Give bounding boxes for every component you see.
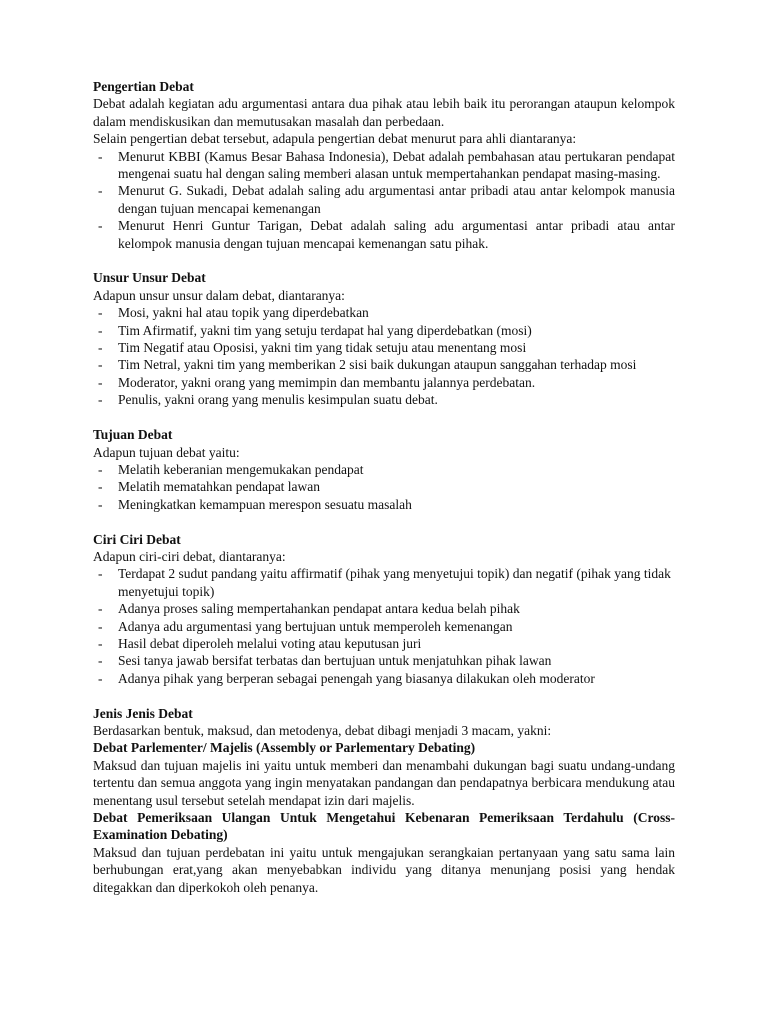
- heading-pengertian: Pengertian Debat: [93, 79, 194, 94]
- list-item-text: Hasil debat diperoleh melalui voting atau keputusan juri: [118, 635, 422, 651]
- list-item: [93, 600, 675, 617]
- list-item-text: Tim Afirmatif, yakni tim yang setuju terdapat hal yang diperdebatkan (mosi): [118, 322, 532, 338]
- list-item-text: Melatih mematahkan pendapat lawan: [118, 479, 321, 495]
- paragraph-unsur-intro: Adapun unsur unsur dalam debat, diantaranya:: [93, 287, 345, 303]
- list-unsur: [93, 304, 675, 408]
- list-item: [93, 652, 675, 669]
- paragraph-parlementer: Maksud dan tujuan majelis ini yaitu untuk memberi dan menambahi dukungan bagi suatu undang-undang tertentu dan semua anggota yang ingin menyatakan pandangan dan pendapatnya berbicara mendukung atau menentang usul tersebut setelah mendapat izin dari majelis.: [93, 757, 675, 808]
- dash-bullet: -: [98, 305, 103, 321]
- list-item: [93, 217, 675, 252]
- heading-tujuan: Tujuan Debat: [93, 427, 173, 443]
- list-item: [93, 461, 675, 478]
- list-item-text: Tim Netral, yakni tim yang memberikan 2 sisi baik dukungan ataupun sanggahan terhadap mosi: [118, 357, 637, 373]
- document-page: [93, 78, 675, 896]
- spacer: [93, 252, 675, 269]
- dash-bullet: -: [98, 340, 103, 356]
- paragraph-jenis-intro: Berdasarkan bentuk, maksud, dan metodenya, debat dibagi menjadi 3 macam, yakni:: [93, 722, 552, 738]
- paragraph-tujuan-intro: Adapun tujuan debat yaitu:: [93, 444, 240, 460]
- dash-bullet: -: [98, 218, 103, 234]
- heading-unsur: Unsur Unsur Debat: [93, 270, 206, 286]
- dash-bullet: -: [98, 618, 103, 634]
- section-unsur: [93, 269, 675, 408]
- list-item: [93, 635, 675, 652]
- list-item: [93, 182, 675, 217]
- list-ciri: [93, 565, 675, 687]
- list-item-text: Terdapat 2 sudut pandang yaitu affirmatif (pihak yang menyetujui topik) dan negatif (pihak yang tidak menyetujui topik): [118, 566, 671, 599]
- list-item-text: Menurut Henri Guntur Tarigan, Debat adalah saling adu argumentasi antar pribadi atau antar kelompok manusia dengan tujuan mencapai kemenangan satu pihak.: [118, 218, 675, 251]
- paragraph-experts-intro: Selain pengertian debat tersebut, adapula pengertian debat menurut para ahli diantaranya:: [93, 131, 577, 147]
- list-item: [93, 322, 675, 339]
- section-ciri: [93, 531, 675, 688]
- dash-bullet: -: [98, 357, 103, 373]
- section-jenis: [93, 705, 675, 896]
- dash-bullet: -: [98, 479, 103, 495]
- list-item: [93, 618, 675, 635]
- list-item-text: Menurut KBBI (Kamus Besar Bahasa Indonesia), Debat adalah pembahasan atau pertukaran pendapat mengenai suatu hal dengan saling memberi alasan untuk mempertahankan pendapat masing-masing.: [118, 148, 675, 182]
- dash-bullet: -: [98, 670, 103, 686]
- paragraph-cross-examination: Maksud dan tujuan perdebatan ini yaitu untuk mengajukan serangkaian pertanyaan yang satu sama lain berhubungan erat,yang akan menyebabkan individu yang ditanya menunjang posisi yang hendak ditegakkan dan diperkokoh oleh penanya.: [93, 844, 675, 895]
- list-expert-definitions: [93, 148, 675, 252]
- list-item-text: Adanya pihak yang berperan sebagai penengah yang biasanya dilakukan oleh moderator: [118, 670, 595, 686]
- list-item: [93, 391, 675, 408]
- list-item: [93, 374, 675, 391]
- list-item-text: Sesi tanya jawab bersifat terbatas dan bertujuan untuk menjatuhkan pihak lawan: [118, 653, 552, 669]
- dash-bullet: -: [98, 601, 103, 617]
- subheading-parlementer: Debat Parlementer/ Majelis (Assembly or Parlementary Debating): [93, 740, 476, 756]
- section-tujuan: [93, 426, 675, 513]
- list-item-text: Menurut G. Sukadi, Debat adalah saling adu argumentasi antar pribadi atau antar kelompok manusia dengan tujuan mencapai kemenangan: [118, 183, 675, 216]
- list-item-text: Adanya adu argumentasi yang bertujuan untuk memperoleh kemenangan: [118, 618, 513, 634]
- dash-bullet: -: [98, 322, 103, 338]
- list-item-text: Meningkatkan kemampuan merespon sesuatu masalah: [118, 496, 412, 512]
- list-item-text: Penulis, yakni orang yang menulis kesimpulan suatu debat.: [118, 392, 438, 408]
- list-item: [93, 496, 675, 513]
- list-item-text: Tim Negatif atau Oposisi, yakni tim yang tidak setuju atau menentang mosi: [118, 340, 527, 356]
- list-item: [93, 304, 675, 321]
- dash-bullet: -: [98, 374, 103, 390]
- list-item: [93, 148, 675, 183]
- dash-bullet: -: [98, 496, 103, 512]
- spacer: [93, 409, 675, 426]
- spacer: [93, 687, 675, 704]
- dash-bullet: -: [98, 653, 103, 669]
- dash-bullet: -: [98, 183, 103, 199]
- list-item: [93, 565, 675, 600]
- dash-bullet: -: [98, 635, 103, 651]
- dash-bullet: -: [98, 148, 103, 164]
- list-item: [93, 339, 675, 356]
- paragraph-ciri-intro: Adapun ciri-ciri debat, diantaranya:: [93, 548, 286, 564]
- list-item-text: Adanya proses saling mempertahankan pendapat antara kedua belah pihak: [118, 601, 520, 617]
- paragraph-definition: Debat adalah kegiatan adu argumentasi antara dua pihak atau lebih baik itu perorangan ataupun kelompok dalam mendiskusikan dan memutusakan masalah dan perbedaan.: [93, 96, 675, 129]
- list-item: [93, 478, 675, 495]
- list-item: [93, 356, 675, 373]
- list-item: [93, 670, 675, 687]
- dash-bullet: -: [98, 461, 103, 477]
- heading-jenis: Jenis Jenis Debat: [93, 705, 193, 721]
- spacer: [93, 513, 675, 530]
- list-item-text: Moderator, yakni orang yang memimpin dan membantu jalannya perdebatan.: [118, 374, 536, 390]
- dash-bullet: -: [98, 392, 103, 408]
- section-pengertian: [93, 78, 675, 252]
- dash-bullet: -: [98, 566, 103, 582]
- heading-ciri: Ciri Ciri Debat: [93, 531, 181, 547]
- list-item-text: Melatih keberanian mengemukakan pendapat: [118, 461, 364, 477]
- list-tujuan: [93, 461, 675, 513]
- list-item-text: Mosi, yakni hal atau topik yang diperdebatkan: [118, 305, 369, 321]
- subheading-cross-examination: Debat Pemeriksaan Ulangan Untuk Mengetahui Kebenaran Pemeriksaan Terdahulu (Cross-Examination Debating): [93, 810, 675, 843]
